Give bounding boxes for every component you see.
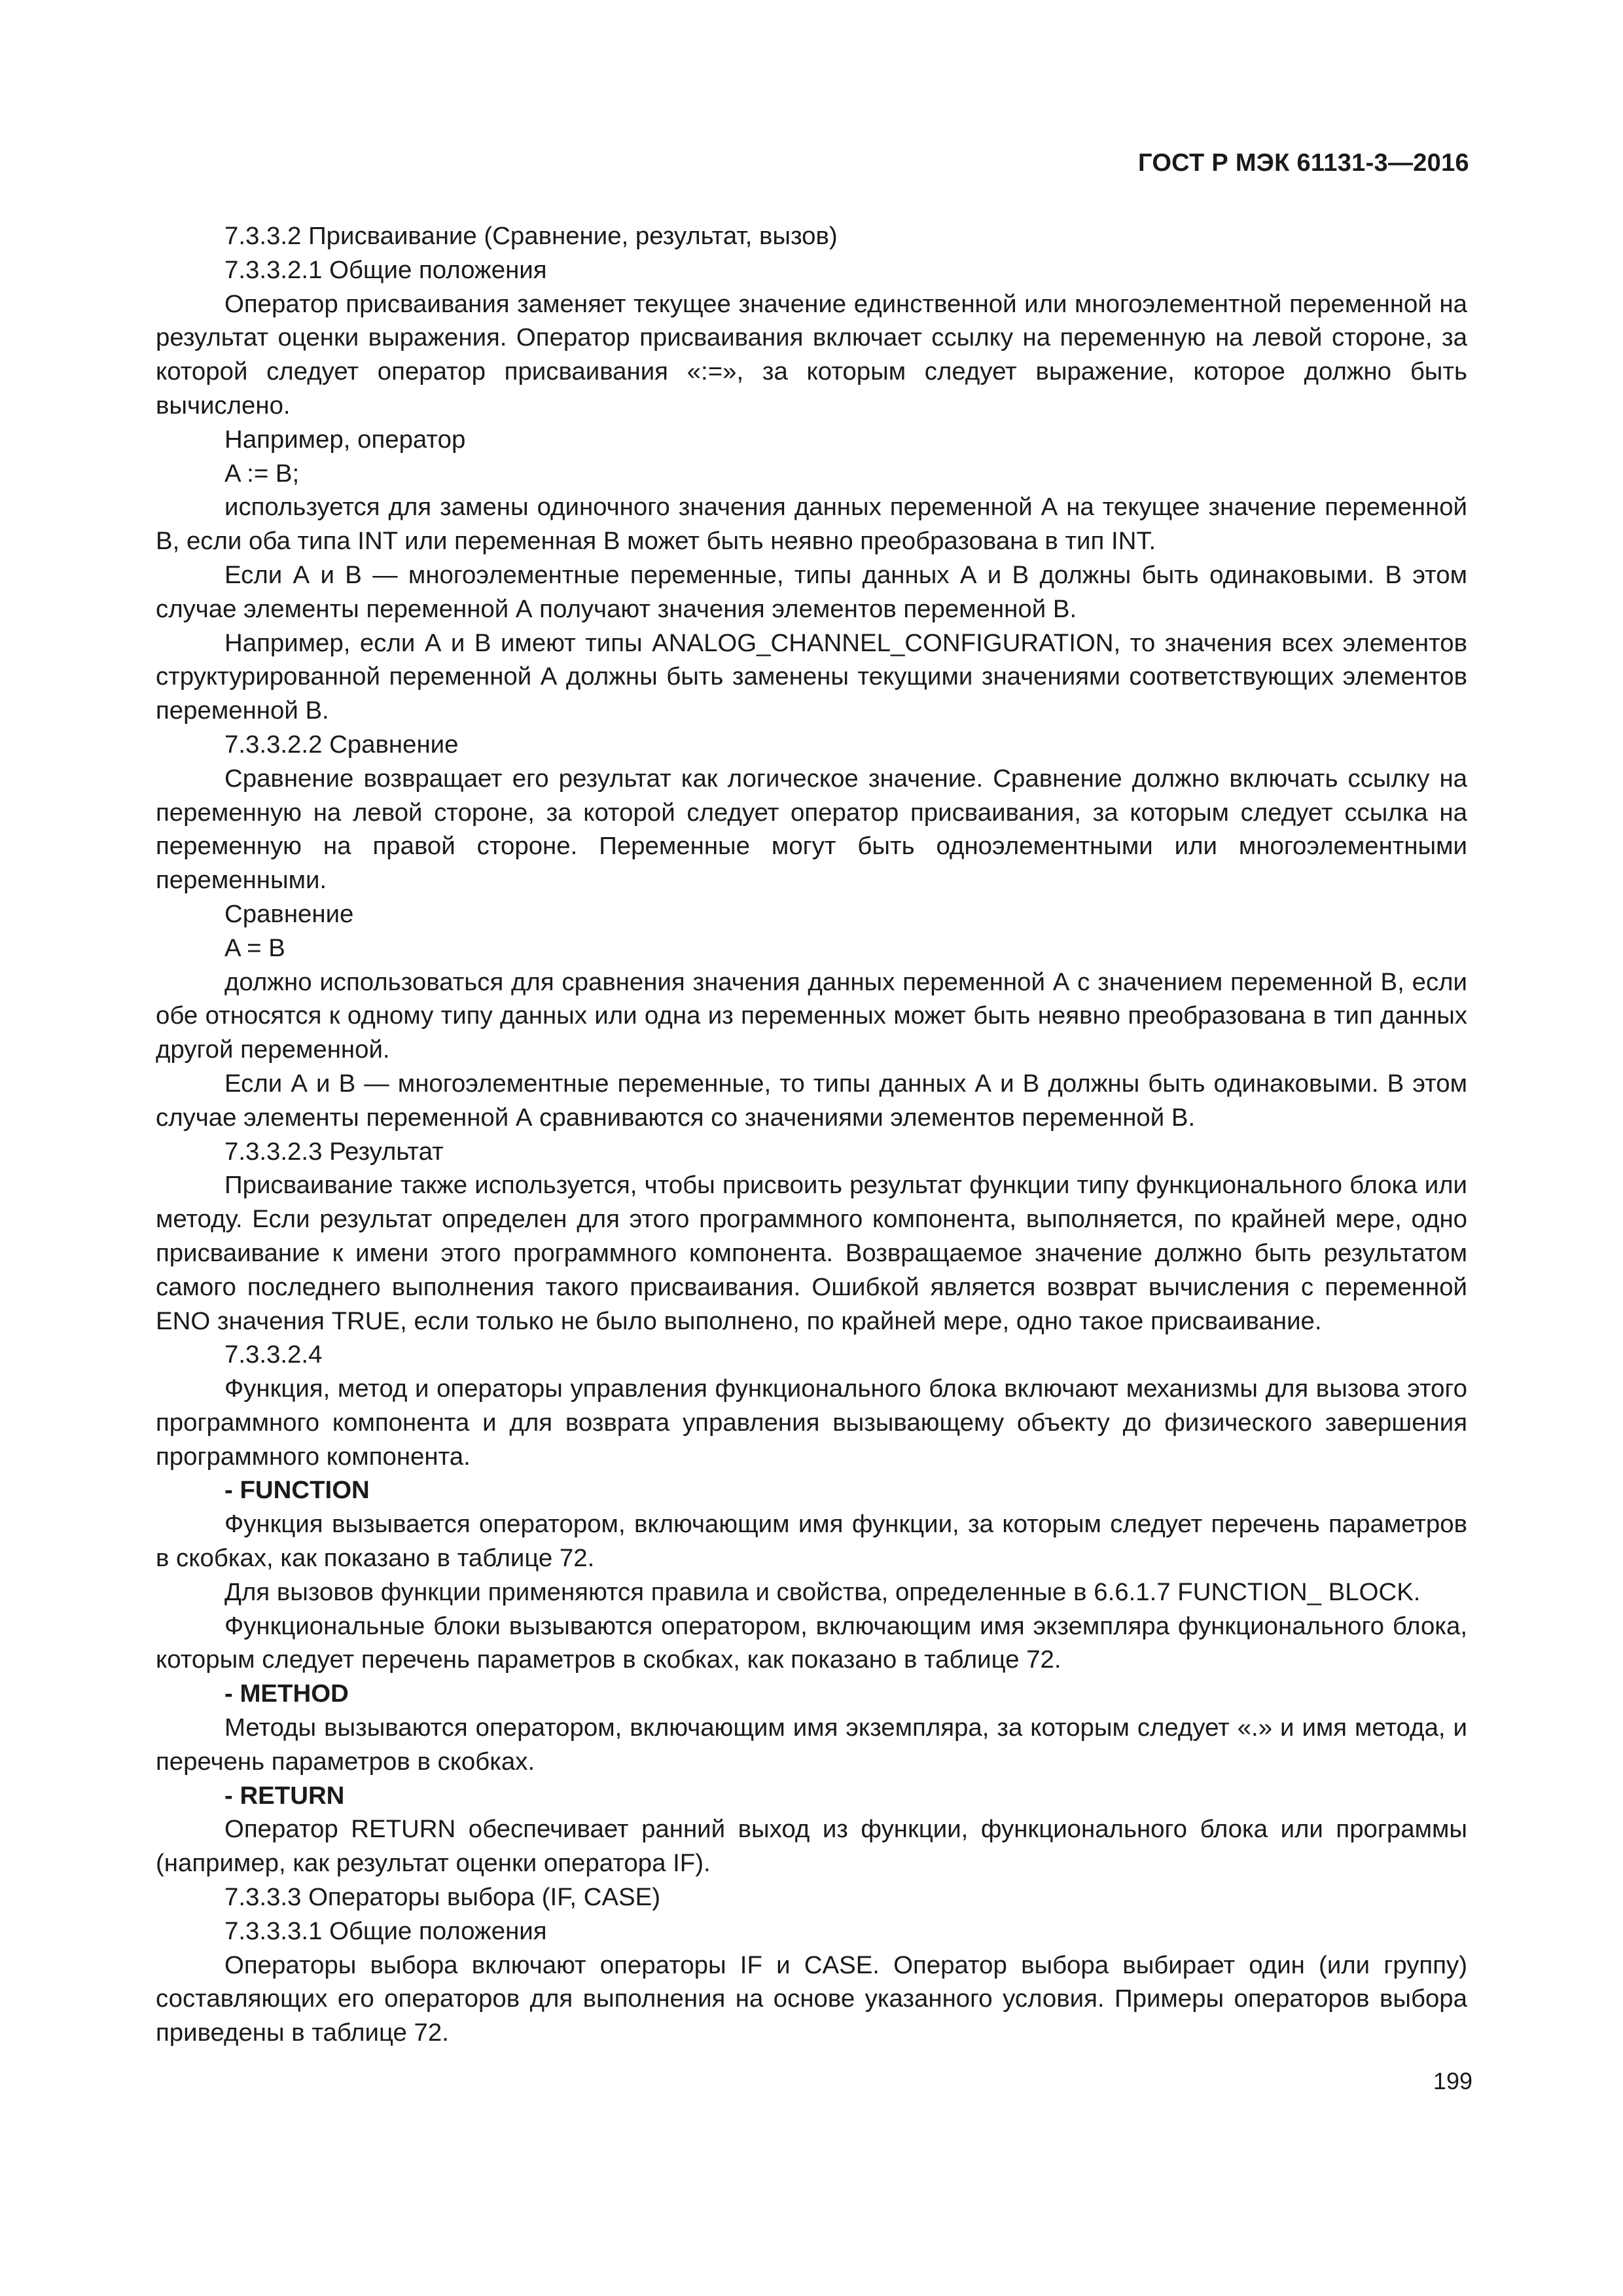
paragraph: Оператор RETURN обеспечивает ранний выход из функции, функционального блока или программы (например, как результат оценки оператора IF). <box>156 1815 1467 1878</box>
standard-designation: ГОСТ Р МЭК 61131-3—2016 <box>1137 149 1469 177</box>
code-example: A = B <box>224 933 285 962</box>
paragraph: Для вызовов функции применяются правила и свойства, определенные в 6.6.1.7 FUNCTION_ BLOCK. <box>224 1577 1421 1606</box>
page-number: 199 <box>1433 2068 1472 2094</box>
section-heading: 7.3.3.2.4 <box>224 1340 323 1369</box>
paragraph: Если А и В — многоэлементные переменные, типы данных А и В должны быть одинаковыми. В этом случае элементы переменной А получают значения элементов переменной В. <box>156 560 1467 623</box>
paragraph: Например, если А и В имеют типы ANALOG_CHANNEL_CONFIGURATION, то значения всех элементов структурированной переменной А должны быть заменены текущими значениями соответствующих элементов переменной В. <box>156 628 1467 725</box>
section-heading: 7.3.3.3.1 Общие положения <box>224 1916 547 1945</box>
paragraph: Присваивание также используется, чтобы присвоить результат функции типу функционального блока или методу. Если результат определен для этого программного компонента, выполняется, по крайней мере, одно присваивание к имени этого программного компонента. Возвращаемое значение должно быть результатом самого последнего выполнения такого присваивания. Ошибкой является возврат вычисления с переменной ENO значения TRUE, если только не было выполнено, по крайней мере, одно такое присваивание. <box>156 1171 1467 1335</box>
paragraph: Функция вызывается оператором, включающим имя функции, за которым следует перечень параметров в скобках, как показано в таблице 72. <box>156 1510 1467 1573</box>
paragraph: Функция, метод и операторы управления функционального блока включают механизмы для вызова этого программного компонента и для возврата управления вызывающему объекту до физического завершения программного компонента. <box>156 1374 1467 1471</box>
paragraph: используется для замены одиночного значения данных переменной А на текущее значение переменной В, если оба типа INT или переменная В может быть неявно преобразована в тип INT. <box>156 493 1467 556</box>
section-heading: 7.3.3.3 Операторы выбора (IF, CASE) <box>224 1883 661 1912</box>
section-heading: 7.3.3.2 Присваивание (Сравнение, результат, вызов) <box>224 222 838 250</box>
code-example: A := B; <box>224 459 300 488</box>
paragraph: Сравнение <box>224 899 354 928</box>
paragraph: должно использоваться для сравнения значения данных переменной А с значением переменной В, если обе относятся к одному типу данных или одна из переменных может быть неявно преобразована в тип данных другой переменной. <box>156 967 1467 1064</box>
section-heading: 7.3.3.2.1 Общие положения <box>224 255 547 284</box>
section-heading: 7.3.3.2.3 Результат <box>224 1137 444 1166</box>
paragraph: Функциональные блоки вызываются оператором, включающим имя экземпляра функционального блока, которым следует перечень параметров в скобках, как показано в таблице 72. <box>156 1611 1467 1674</box>
paragraph: Оператор присваивания заменяет текущее значение единственной или многоэлементной переменной на результат оценки выражения. Оператор присваивания включает ссылку на переменную на левой стороне, за которой следует оператор присваивания «:=», за которым следует выражение, которое должно быть вычислено. <box>156 289 1467 420</box>
keyword-heading: - METHOD <box>224 1679 349 1708</box>
section-heading: 7.3.3.2.2 Сравнение <box>224 730 459 759</box>
paragraph: Операторы выбора включают операторы IF и CASE. Оператор выбора выбирает один (или группу) составляющих его операторов для выполнения на основе указанного условия. Примеры операторов выбора приведены в таблице 72. <box>156 1950 1467 2047</box>
paragraph: Например, оператор <box>224 425 466 454</box>
document-body <box>156 219 1467 2050</box>
paragraph: Если А и В — многоэлементные переменные, то типы данных А и В должны быть одинаковыми. В этом случае элементы переменной А сравниваются со значениями элементов переменной В. <box>156 1069 1467 1132</box>
keyword-heading: - FUNCTION <box>224 1476 370 1505</box>
keyword-heading: - RETURN <box>224 1781 345 1810</box>
paragraph: Методы вызываются оператором, включающим имя экземпляра, за которым следует «.» и имя метода, и перечень параметров в скобках. <box>156 1713 1467 1776</box>
paragraph: Сравнение возвращает его результат как логическое значение. Сравнение должно включать ссылку на переменную на левой стороне, за которой следует оператор присваивания, за которым следует ссылка на переменную на правой стороне. Переменные могут быть одноэлементными или многоэлементными переменными. <box>156 764 1467 895</box>
